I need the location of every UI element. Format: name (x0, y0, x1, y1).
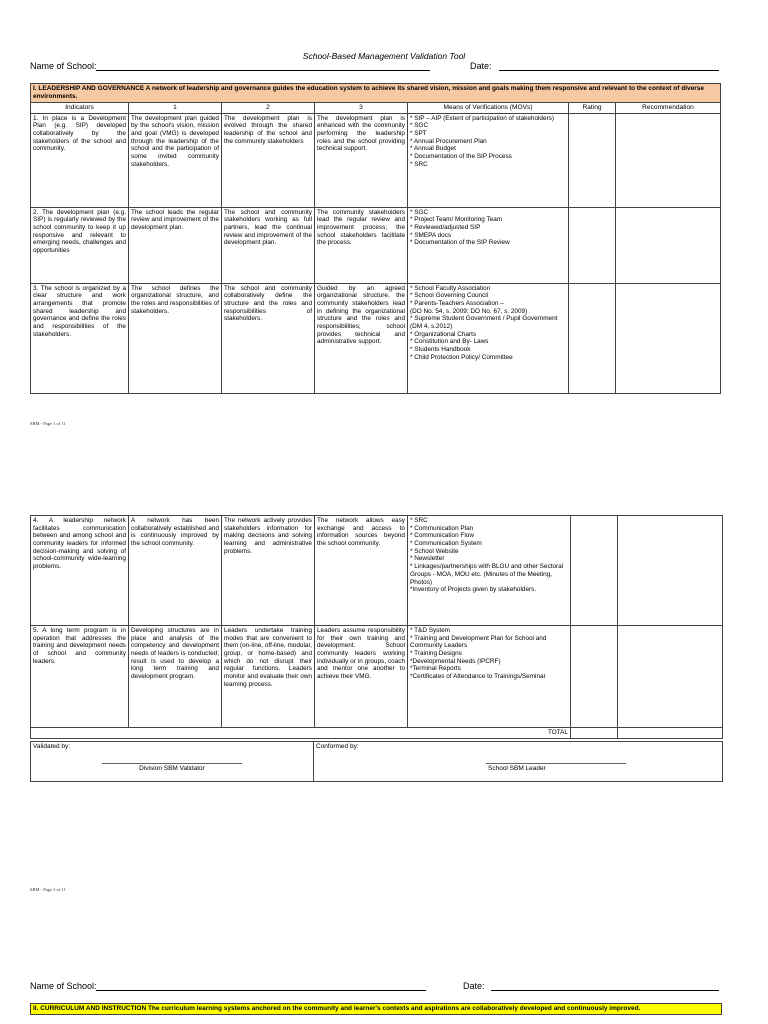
conformed-by-cell (314, 742, 723, 782)
name-of-school-label: Name of School: (30, 981, 97, 991)
validated-by-cell (31, 742, 314, 782)
column-headers (31, 102, 721, 113)
level-1-cell: A network has been collaboratively established and is continuously improved by the school community. (129, 516, 222, 626)
rating-cell[interactable] (569, 113, 616, 207)
page-footer: SBM - Page 2 of 11 (30, 887, 66, 892)
movs-cell (408, 283, 569, 393)
column-header: 2 (222, 102, 315, 113)
mov-item: * SRC (410, 160, 428, 168)
leadership-governance-table-continued (30, 515, 723, 739)
mov-item: * SRC (410, 517, 428, 524)
signature-table (30, 741, 723, 782)
mov-item: * Documentation of the SIP Process (410, 152, 512, 160)
section-band: II. CURRICULUM AND INSTRUCTION The curriculum learning systems anchored on the community and learner's contexts and aspirations are collaboratively developed and continuously improved. (31, 1004, 722, 1015)
mov-item: * SIP – AIP (Extent of participation of stakeholders) (410, 114, 554, 122)
table-row (31, 516, 723, 626)
mov-item: * School Faculty Association (410, 284, 491, 292)
date-line (499, 61, 719, 71)
rating-cell[interactable] (569, 207, 616, 283)
level-1-cell: The school defines the organizational structure, and the roles and responsibilities of stakeholders. (129, 283, 222, 393)
table-row (31, 207, 721, 283)
name-of-school-line (96, 61, 430, 71)
mov-item: * T&D System (410, 627, 451, 634)
name-of-school-label: Name of School: (30, 61, 97, 71)
date-label: Date: (470, 61, 492, 71)
column-header: Means of Verifications (MOVs) (408, 102, 569, 113)
mov-item: * SPT (410, 129, 427, 137)
name-of-school-line (96, 981, 426, 991)
leader-label: School SBM Leader (488, 764, 546, 772)
date-line (491, 981, 719, 991)
mov-item: * SGC (410, 122, 429, 130)
mov-item: * Reviewed/adjusted SIP (410, 223, 481, 231)
mov-item: * Constitution and By- Laws (410, 338, 489, 346)
validator-label: Division SBM Validator (139, 764, 205, 772)
mov-item: * Documentation of the SIP Review (410, 239, 510, 247)
level-2-cell: The development plan is evolved through the shared leadership of the school and the community stakeholders (222, 113, 315, 207)
mov-item: * Annual Procurement Plan (410, 137, 487, 145)
level-3-cell: The development plan is enhanced with the community performing the leadership roles and the school providing technical support. (315, 113, 408, 207)
mov-item: * Communication Flow (410, 532, 474, 540)
mov-item: * Newsletter (410, 555, 445, 563)
movs-cell (408, 113, 569, 207)
name-of-school-row (30, 981, 720, 993)
level-2-cell: The network actively provides stakeholders information for making decisions and solving learning and administrative problems. (222, 516, 315, 626)
recommendation-cell[interactable] (616, 283, 721, 393)
recommendation-cell[interactable] (616, 113, 721, 207)
recommendation-cell[interactable] (618, 516, 723, 626)
name-of-school-row (30, 61, 720, 73)
leader-signature-line[interactable] (486, 763, 626, 764)
mov-item: * Supreme Student Government / Pupil Government (DM 4, s.2012) (410, 315, 558, 330)
mov-item: * Organizational Charts (410, 330, 477, 338)
movs-cell (408, 516, 571, 626)
mov-item: * Communication Plan (410, 524, 474, 532)
total-label: TOTAL (31, 728, 571, 739)
column-header: Recommendation (616, 102, 721, 113)
mov-item: * Annual Budget (410, 145, 456, 153)
level-3-cell: Guided by an agreed organizational structure, the community stakeholders lead in defining the organizational structure and the roles and responsibilities; school provides technical and administrative support. (315, 283, 408, 393)
mov-item: * Child Protection Policy/ Committee (410, 353, 513, 361)
mov-item: * School Governing Council (410, 292, 489, 300)
mov-item: *Developmental Needs (IPCRF) (410, 657, 501, 665)
level-1-cell: Developing structures are in place and analysis of the competency and development needs of leaders is conducted; result is used to develop a long term training and development program. (129, 626, 222, 728)
mov-item: *Terminal Reports (410, 665, 461, 673)
mov-item: * Training and Development Plan for School and Community Leaders (410, 634, 547, 650)
indicator-cell: 3. The school is organized by a clear structure and work arrangements that promote shared leadership and governance and define the roles and responsibilities of the stakeholders. (31, 283, 129, 393)
rating-cell[interactable] (569, 283, 616, 393)
level-1-cell: The development plan guided by the school's vision, mission and goal (VMG) is developed through the leadership of the school and the participation of some invited community stakeholders. (129, 113, 222, 207)
level-2-cell: The school and community stakeholders working as full partners, lead the continual review and improvement of the development plan. (222, 207, 315, 283)
curriculum-instruction-table (30, 1003, 722, 1015)
section-band: I. LEADERSHIP AND GOVERNANCE A network of leadership and governance guides the education system to achieve its shared vision, mission and goals making them responsive and relevant to the context of diverse environments. (31, 84, 721, 103)
validator-signature-line[interactable] (102, 763, 242, 764)
mov-item: * Linkages/partnerships with BLGU and other Sectoral Groups - MOA, MOU etc. (Minutes of the Meeting, Photos) (410, 563, 564, 586)
column-header: Indicators (31, 102, 129, 113)
validated-by-label: Validated by: (33, 743, 71, 750)
indicator-cell: 4. A leadership network facilitates communication between and among school and community leaders for informed decision-making and solving of school-community wide-learning problems. (31, 516, 129, 626)
mov-item: (DO No. 54, s. 2009; DO No. 67, s. 2009) (410, 307, 528, 315)
table-row (31, 283, 721, 393)
rating-cell[interactable] (571, 626, 618, 728)
total-recommendation-cell[interactable] (618, 728, 723, 739)
level-3-cell: The community stakeholders lead the regular review and improvement process; the school stakeholders facilitate the process. (315, 207, 408, 283)
mov-item: * Parents-Teachers Association – (410, 299, 504, 307)
indicator-cell: 1. In place is a Development Plan (e.g. SIP) developed collaboratively by the stakeholders of the school and community. (31, 113, 129, 207)
level-2-cell: The school and community collaboratively define the structure and the roles and responsibilities of stakeholders. (222, 283, 315, 393)
mov-item: * SMEPA docs (410, 231, 452, 239)
total-rating-cell[interactable] (571, 728, 618, 739)
page-footer: SBM - Page 1 of 11 (30, 421, 66, 426)
date-label: Date: (463, 981, 485, 991)
mov-item: *Certificates of Attendance to Trainings/Seminar (410, 673, 546, 681)
level-3-cell: The network allows easy exchange and access to information sources beyond the school community. (315, 516, 408, 626)
table-row (31, 113, 721, 207)
column-header: Rating (569, 102, 616, 113)
recommendation-cell[interactable] (618, 626, 723, 728)
level-3-cell: Leaders assume responsibility for their own training and development. School community leaders working individually or in groups, coach and mentor one another to achieve their VMG. (315, 626, 408, 728)
movs-cell (408, 626, 571, 728)
indicator-cell: 2. The development plan (e.g. SIP) is regularly reviewed by the school community to keep it up responsive and relevant to emerging needs, challenges and opportunities (31, 207, 129, 283)
level-1-cell: The school leads the regular review and improvement of the development plan. (129, 207, 222, 283)
column-header: 3 (315, 102, 408, 113)
recommendation-cell[interactable] (616, 207, 721, 283)
document-title: School-Based Management Validation Tool (302, 51, 466, 61)
table-row (31, 626, 723, 728)
mov-item: * Students Handbook (410, 346, 471, 353)
conformed-by-label: Conformed by: (316, 743, 359, 750)
movs-cell (408, 207, 569, 283)
mov-item: * SGC (410, 208, 429, 216)
mov-item: * Project Team/ Monitoring Team (410, 216, 503, 224)
leadership-governance-table (30, 83, 721, 394)
mov-item: * School Website (410, 547, 459, 555)
mov-item: * Communication System (410, 540, 482, 548)
mov-item: * Training Designs (410, 650, 462, 658)
level-2-cell: Leaders undertake training modes that are convenient to them (on-line, off-line, modular, group, or home-based) and which do not disrupt their regular functions. Leaders monitor and evaluate their own learning process. (222, 626, 315, 728)
column-header: 1 (129, 102, 222, 113)
total-row (31, 728, 723, 739)
rating-cell[interactable] (571, 516, 618, 626)
mov-item: *Inventory of Projects given by stakeholders. (410, 586, 537, 594)
indicator-cell: 5. A long term program is in operation that addresses the training and development needs of school and community leaders. (31, 626, 129, 728)
